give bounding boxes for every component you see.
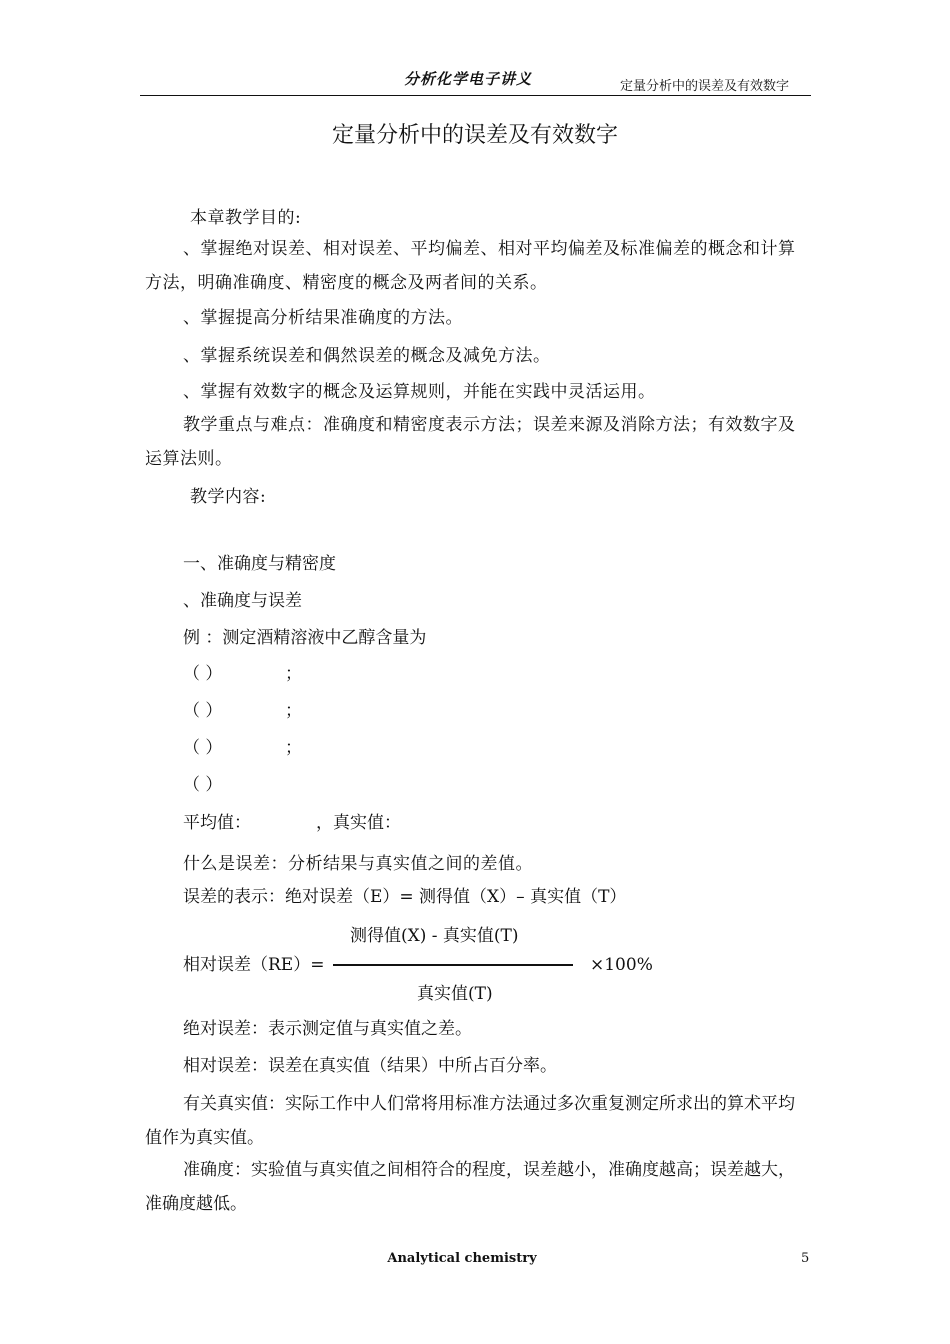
formula-denominator: 真实值(T) <box>417 984 493 1004</box>
formula-label: 相对误差（RE）= <box>183 955 325 975</box>
what-is-error: 什么是误差：分析结果与真实值之间的差值。 <box>183 854 533 874</box>
section-heading: 一、准确度与精密度 <box>183 554 336 574</box>
about-true-value: 有关真实值：实际工作中人们常将用标准方法通过多次重复测定所求出的算术平均值作为真实值。 <box>145 1094 795 1148</box>
header-left-title: 分析化学电子讲义 <box>404 70 533 88</box>
accuracy-definition: 准确度：实验值与真实值之间相符合的程度，误差越小，准确度越高；误差越大，准确度越低。 <box>145 1160 795 1214</box>
formula-times-100: ×100% <box>590 955 653 975</box>
example-row-1-semicolon: ； <box>285 664 302 684</box>
example-row-1-paren: （ ） <box>183 664 223 684</box>
objective-4: 、掌握有效数字的概念及运算规则，并能在实践中灵活运用。 <box>183 382 656 402</box>
objective-1: 、掌握绝对误差、相对误差、平均偏差、相对平均偏差及标准偏差的概念和计算方法，明确准确度、精密度的概念及两者间的关系。 <box>145 239 796 293</box>
page-number: 5 <box>801 1251 810 1266</box>
fraction-bar <box>333 964 573 966</box>
objective-3: 、掌握系统误差和偶然误差的概念及减免方法。 <box>183 346 551 366</box>
example-row-2-paren: （ ） <box>183 701 223 721</box>
example-line: 例 ：测定酒精溶液中乙醇含量为 <box>183 628 427 648</box>
true-value-label: ，真实值： <box>316 813 401 833</box>
example-row-3-paren: （ ） <box>183 738 223 758</box>
teaching-content-label: 教学内容: <box>190 487 267 507</box>
absolute-error-definition: 绝对误差：表示测定值与真实值之差。 <box>183 1019 472 1039</box>
example-row-3-semicolon: ； <box>285 738 302 758</box>
relative-error-definition: 相对误差：误差在真实值（结果）中所占百分率。 <box>183 1056 557 1076</box>
average-label: 平均值： <box>183 813 251 833</box>
page-title: 定量分析中的误差及有效数字 <box>331 123 618 148</box>
key-points: 教学重点与难点：准确度和精密度表示方法；误差来源及消除方法；有效数字及运算法则。 <box>145 415 796 469</box>
header-rule <box>140 95 811 96</box>
header-right-title: 定量分析中的误差及有效数字 <box>620 79 790 94</box>
objective-2: 、掌握提高分析结果准确度的方法。 <box>183 308 463 328</box>
error-representation: 误差的表示：绝对误差（E）= 测得值（X）– 真实值（T） <box>183 887 627 907</box>
example-row-4-paren: （ ） <box>183 775 223 795</box>
formula-numerator: 测得值(X) - 真实值(T) <box>350 926 519 946</box>
footer-title: Analytical chemistry <box>387 1251 537 1266</box>
example-row-2-semicolon: ； <box>285 701 302 721</box>
subsection-heading: 、准确度与误差 <box>183 591 302 611</box>
objectives-heading: 本章教学目的: <box>190 208 302 228</box>
